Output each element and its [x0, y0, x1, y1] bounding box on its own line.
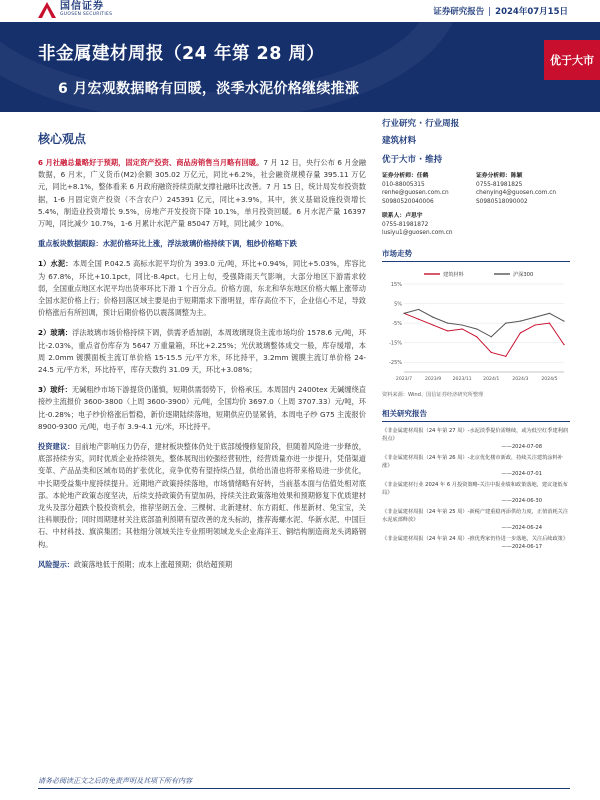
report-subtitle: 6 月宏观数据略有回暖，淡季水泥价格继续推涨 [58, 81, 360, 97]
legend-label: 沪深300 [513, 271, 534, 278]
data-point [563, 344, 564, 345]
macro-body: 7 月 12 日，央行公布 6 月金融数据，6 月末，广义货币(M2)余额 305.02 万亿元，同比+6.2%，社会融资规模存量 395.11 万亿元，同比+8.1%，整体看来 6 月政府融资持续贡献支撑社融环比改善。7 月 15 日，统计局发布投资数据，1-6 月固定资产投资（不含农户）245391 亿元，同比+3.9%，其中，狭义基础设施投资增长 5.4%，制造业投资增长 9.5%，房地产开发投资下降 10.1%，单月投资回暖。6 月水泥产量 16397 万吨，同比减少 10.7%，1-6 月累计水泥产量 85047 万吨，同比减少 10%。 [38, 158, 366, 229]
rating-badge: 优于大市 [544, 40, 600, 80]
related-report-item[interactable] [382, 535, 570, 551]
market-chart [382, 266, 570, 388]
analyst-1: 证券分析师：任鹤 010-88005315 renhe@guosen.com.cn S0980520040006 [382, 172, 476, 206]
chart-section-heading: 市场走势 [382, 248, 570, 262]
paragraph-invest [38, 441, 366, 551]
data-point [432, 324, 433, 325]
analyst-2-phone: 0755-81981825 [476, 181, 523, 188]
invest-label: 投资建议： [38, 442, 75, 452]
report-title: 非金属建材周报（24 年第 28 周） [38, 44, 325, 64]
series-line-building-materials [404, 313, 564, 356]
paragraph-macro [38, 157, 366, 230]
main-content [38, 118, 366, 579]
cement-label: 1）水泥： [38, 259, 73, 269]
paragraph-cement [38, 258, 366, 319]
y-tick-label: 15% [390, 281, 402, 288]
data-point [447, 330, 448, 331]
data-point [549, 312, 550, 313]
fiber-body: 无碱粗纱市场下游提货仍谨慎，短期供需弱势下，价格承压。本周国内 2400tex 无碱缠绕直接纱主流报价 3600-3800（上周 3600-3900）元/吨，全国均价 3697.0（上周 3707.33）元/吨，环比-0.28%；电子纱价格涨后暂稳，新价逐期陆续落地，短期供应仍显紧俏，本周电子纱 G75 主流报价 8900-9300 元/吨，电子布 3.9-4.1 元/米，环比持平。 [38, 385, 366, 431]
top-bar [0, 0, 600, 22]
related-report-item[interactable] [382, 508, 570, 532]
rating-label: 优于大市 · 维持 [382, 155, 443, 165]
analyst-block [382, 172, 570, 206]
risk-body: 政策落地低于预期；成本上涨超预期；供给超预期 [73, 559, 233, 569]
data-point [447, 322, 448, 323]
glass-label: 2）玻璃： [38, 328, 73, 338]
report-meta: 证券研究报告 | 2024年07月15日 [433, 7, 568, 17]
banner-decoration [0, 22, 460, 112]
related-report-item[interactable] [382, 481, 570, 505]
footer [0, 770, 600, 800]
related-report-date: ——2024-06-17 [501, 543, 542, 550]
analyst-2-email[interactable]: chenying4@guosen.com.cn [476, 190, 557, 196]
data-point [418, 308, 419, 309]
x-tick-label: 2023/11 [452, 376, 472, 382]
x-tick-label: 2024/3 [512, 376, 529, 382]
analyst-2: 证券分析师：陈颖 0755-81981825 chenying4@guosen.com.cn S0980518090002 [476, 172, 570, 206]
related-report-item[interactable] [382, 427, 570, 451]
data-point [505, 322, 506, 323]
related-report-title: 《非金属建材周报（24 年第 25 周）-新税产建重稳再添供给力度，正值消耗关注水泥底部释放》 [382, 508, 569, 523]
related-section-heading: 相关研究报告 [382, 408, 570, 422]
report-date: 2024年07月15日 [495, 7, 568, 17]
risk-label: 风险提示： [38, 559, 74, 569]
data-point [462, 328, 463, 329]
industry-research-label: 行业研究 · 行业周报 [382, 119, 460, 129]
data-point [520, 320, 521, 321]
industry-label: 建筑材料 [382, 136, 417, 146]
data-point [476, 328, 477, 329]
related-report-date: ——2024-07-08 [501, 443, 542, 450]
data-point [418, 318, 419, 319]
cement-body: 本周全国 P.042.5 高标水泥平均价为 393.0 元/吨，环比+0.94%，同比+5.03%，库容比为 67.8%，环比+10.1pct，同比-8.4pct。七月上旬，受强降雨天气影响，大部分地区下游需求较弱，全国重点地区水泥平均出货率环比下滑 1 个百分点。价格方面，东北和华东地区价格大幅上涨带动全国水泥价格上行；价格回落区域主要是由于短期需求下滑明显，库存高位不下，企业信心不足，导致价格涨后有所回调，预计后期价格仍以震荡调整为主。 [38, 259, 366, 318]
analyst-1-phone: 010-88005315 [382, 181, 425, 188]
data-point [462, 324, 463, 325]
logo-mark-icon [38, 2, 56, 18]
chart-source: 资料来源：Wind、国信证券经济研究所整理 [382, 391, 484, 398]
data-point [505, 355, 506, 356]
related-report-date: ——2024-06-24 [501, 524, 542, 531]
analyst-2-name: 陈颖 [510, 173, 523, 179]
x-tick-label: 2023/9 [425, 376, 442, 382]
data-point [534, 316, 535, 317]
y-tick-label: -15% [389, 339, 402, 346]
data-point [403, 312, 404, 313]
data-point [563, 320, 564, 321]
company-logo [38, 2, 112, 18]
related-report-title: 《非金属建材周报（24 年第 27 周）-水泥淡季提价需继续，或为低空红季建利润拐点》 [382, 427, 569, 442]
title-banner [0, 22, 600, 112]
paragraph-fiber [38, 384, 366, 433]
sidebar [382, 118, 570, 554]
data-point [476, 336, 477, 337]
contact-phone: 0755-81981872 [382, 221, 429, 228]
y-tick-label: -25% [389, 359, 402, 366]
disclaimer-note: 请务必阅读正文之后的免责声明及其项下所有内容 [38, 777, 192, 785]
data-point [491, 351, 492, 352]
macro-lead: 6 月社融总量略好于预期，固定资产投资、商品房销售当月略有回暖。 [38, 158, 264, 167]
glass-body: 浮法玻璃市场价格持续下调，供需矛盾加剧，本周玻璃现货主流市场均价 1578.6 元/吨，环比-2.03%，重点省份库存为 5647 万重量箱，环比+2.25%；光伏玻璃整体成交一般，库存缓增，本周 2.0mm 镀膜面板主流订单价格 15-15.5 元/平方米，环比持平，3.2mm 镀膜主流订单价格 24-24.5 元/平方米，环比持平，库存天数约 31.09 天，环比+3.08%； [38, 328, 366, 375]
legend-label: 建筑材料 [443, 271, 464, 278]
data-point [432, 316, 433, 317]
tracking-heading: 重点板块数据跟踪：水泥价格环比上涨，浮法玻璃价格持续下调，粗纱价格略下跌 [38, 239, 297, 249]
invest-body: 目前地产影响压力仍存，建材板块整体仍处于底部缓慢修复阶段，但随着风险进一步释放，底部持续夯实，同时优质企业持续领先，整体展现出较强经营韧性，经营质量亦进一步提升，凭借渠道变革、产品品类和区域布局的扩张优化，竞争优势有望持续凸显，供给出清也将带来格局进一步优化，中长期受益集中度持续提升。近期地产政策持续落地，市场情绪略有好转，当前基本面与估值处相对底部。本轮地产政策态度坚决，后续支持政策仍有望加码，持续关注政策落地效果和预期修复下优质建材龙头及部分超跌个股投资机会，推荐坚朗五金、三棵树、北新建材、东方雨虹、伟星新材、兔宝宝，关注科顺股份；同时周期建材关注底部盈利预期有望改善的龙头标的，推荐海螺水泥、华新水泥、中国巨石、中材科技、旗滨集团；其他细分领域关注专业照明领域龙头企业海洋王、铜结构制造商龙头鸿路钢构。 [38, 442, 366, 549]
x-tick-label: 2024/5 [541, 376, 558, 382]
related-report-title: 《非金属建材周报（24 年第 24 周）-推优秀家仍待进一步落地，关注后续政策》 [382, 535, 569, 542]
related-list [382, 427, 570, 551]
related-report-item[interactable] [382, 454, 570, 478]
contact-block: 联系人：卢思宇 0755-81981872 lusiyu1@guosen.com.cn [382, 212, 570, 238]
analyst-2-cert: S0980518090002 [476, 198, 528, 205]
contact-email[interactable]: lusiyu1@guosen.com.cn [382, 230, 453, 236]
related-report-title: 《非金属建材行业 2024 年 6 月投资策略-关注中报业绩和政策落地，建议逢低布局》 [382, 481, 568, 496]
logo-en: GUOSEN SECURITIES [60, 12, 113, 18]
data-point [491, 336, 492, 337]
analyst-1-cert: S0980520040006 [382, 198, 434, 205]
report-type: 证券研究报告 [433, 7, 485, 17]
logo-cn: 国信证券 [60, 1, 104, 13]
data-point [534, 324, 535, 325]
data-point [520, 332, 521, 333]
core-heading: 核心观点 [38, 132, 87, 146]
x-tick-label: 2023/7 [395, 376, 413, 382]
analyst-1-name: 任鹤 [416, 173, 429, 179]
paragraph-glass [38, 327, 366, 376]
x-tick-label: 2024/1 [483, 376, 500, 382]
fiber-label: 3）玻纤： [38, 385, 72, 395]
related-report-date: ——2024-07-01 [501, 470, 542, 477]
paragraph-risk [38, 559, 366, 571]
contact-name: 卢思宇 [405, 213, 423, 219]
related-report-date: ——2024-06-30 [501, 497, 542, 504]
analyst-1-email[interactable]: renhe@guosen.com.cn [382, 190, 449, 196]
data-point [549, 322, 550, 323]
footer-divider [38, 788, 570, 789]
market-chart-svg [382, 266, 570, 388]
y-tick-label: -5% [392, 320, 402, 327]
related-report-title: 《非金属建材周报（24 年第 26 周）-北京优化楼市新政，持续关注建筑涂料补涨》 [382, 454, 563, 469]
y-tick-label: 5% [394, 300, 402, 307]
